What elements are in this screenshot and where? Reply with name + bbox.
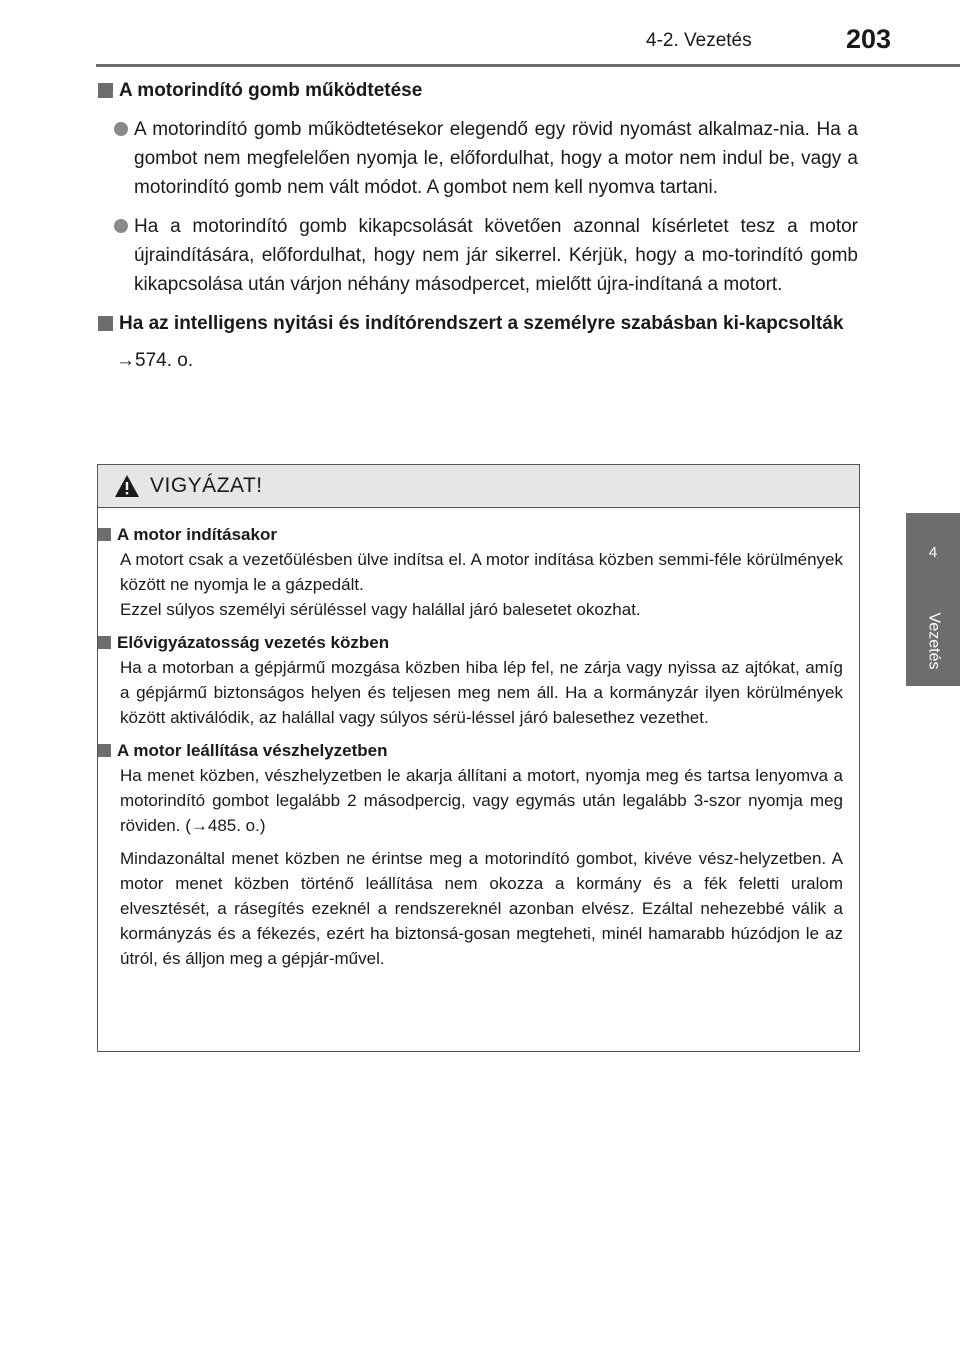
square-bullet-icon <box>98 636 111 649</box>
square-bullet-icon <box>98 316 113 331</box>
warning-triangle-icon <box>114 474 140 498</box>
warning-body <box>98 508 859 971</box>
round-bullet-icon <box>114 219 128 233</box>
list-item-text: Ha a motorindító gomb kikapcsolását követően azonnal kísérletet tesz a motor újraindítására, előfordulhat, hogy nem jár sikerrel. Kérjük, hogy a mo-torindító gomb kikapcsolása után várjon néhány másodpercet, mielőtt újra-indítaná a motort. <box>134 216 858 295</box>
section-heading <box>96 309 858 338</box>
warning-item-heading <box>98 738 843 763</box>
header-section-title: 4-2. Vezetés <box>646 30 752 51</box>
warning-item-heading-text: Elővigyázatosság vezetés közben <box>117 633 390 652</box>
round-bullet-icon <box>114 122 128 136</box>
list-item <box>96 115 858 202</box>
page-number: 203 <box>846 24 892 54</box>
warning-paragraph: Ezzel súlyos személyi sérüléssel vagy halállal járó balesetet okozhat. <box>120 600 641 619</box>
warning-paragraph: Ha a motorban a gépjármű mozgása közben hiba lép fel, ne zárja vagy nyissa az ajtókat, amíg a gépjármű biztonságos helyen és teljesen meg nem áll. Ha a kormányzár ilyen körülmények között aktiválódik, az halállal vagy súlyos sérü-léssel járó balesethez vezethet. <box>120 658 843 727</box>
square-bullet-icon <box>98 744 111 757</box>
side-chapter-number: 4 <box>928 544 938 561</box>
list-item <box>96 212 858 299</box>
square-bullet-icon <box>98 83 113 98</box>
warning-box <box>97 464 860 1052</box>
warning-item-heading <box>98 522 843 547</box>
warning-title: VIGYÁZAT! <box>150 474 263 497</box>
main-content <box>96 76 858 375</box>
side-chapter-label-wrap <box>906 596 960 686</box>
warning-item-heading-text: A motor leállítása vészhelyzetben <box>117 741 388 760</box>
warning-paragraph: A motort csak a vezetőülésben ülve indítsa el. A motor indítása közben semmi-féle körülmények között ne nyomja le a gázpedált. <box>120 550 843 594</box>
section-heading-text: A motorindító gomb működtetése <box>119 80 423 101</box>
square-bullet-icon <box>98 528 111 541</box>
section-heading-text: Ha az intelligens nyitási és indítórendszert a személyre szabásban ki-kapcsolták <box>119 313 844 334</box>
section-heading <box>96 76 858 105</box>
warning-item-heading <box>98 630 843 655</box>
warning-header <box>98 465 859 508</box>
list-item-text: A motorindító gomb működtetésekor elegendő egy rövid nyomást alkalmaz-nia. Ha a gombot nem megfelelően nyomja le, előfordulhat, hogy a motor nem indul be, vagy a motorindító gomb nem vált módot. A gombot nem kell nyomva tartani. <box>134 119 858 198</box>
warning-paragraph: Mindazonáltal menet közben ne érintse meg a motorindító gombot, kivéve vész-helyzetben. A motor menet közben történő leállítása nem okozza a kormány és a fék feletti uralom elvesztését, a rásegítés ezeknél a rendszereknél azonban elvész. Ezáltal nehezebbé válik a kormányzás és a fékezés, ezért ha biztonsá-gosan megteheti, minél hamarabb húzódjon le az útról, és álljon meg a gépjár-művel. <box>120 849 843 968</box>
side-chapter-label: Vezetés <box>925 612 942 670</box>
header-rule <box>96 64 960 67</box>
warning-item-heading-text: A motor indításakor <box>117 525 277 544</box>
warning-paragraph: Ha menet közben, vészhelyzetben le akarja állítani a motort, nyomja meg és tartsa lenyomva a motorindító gombot legalább 2 másodpercig, vagy egymás után legalább 3-szor nyomja meg röviden. (→485. o.) <box>120 766 843 835</box>
page-reference: →574. o. <box>116 350 194 371</box>
